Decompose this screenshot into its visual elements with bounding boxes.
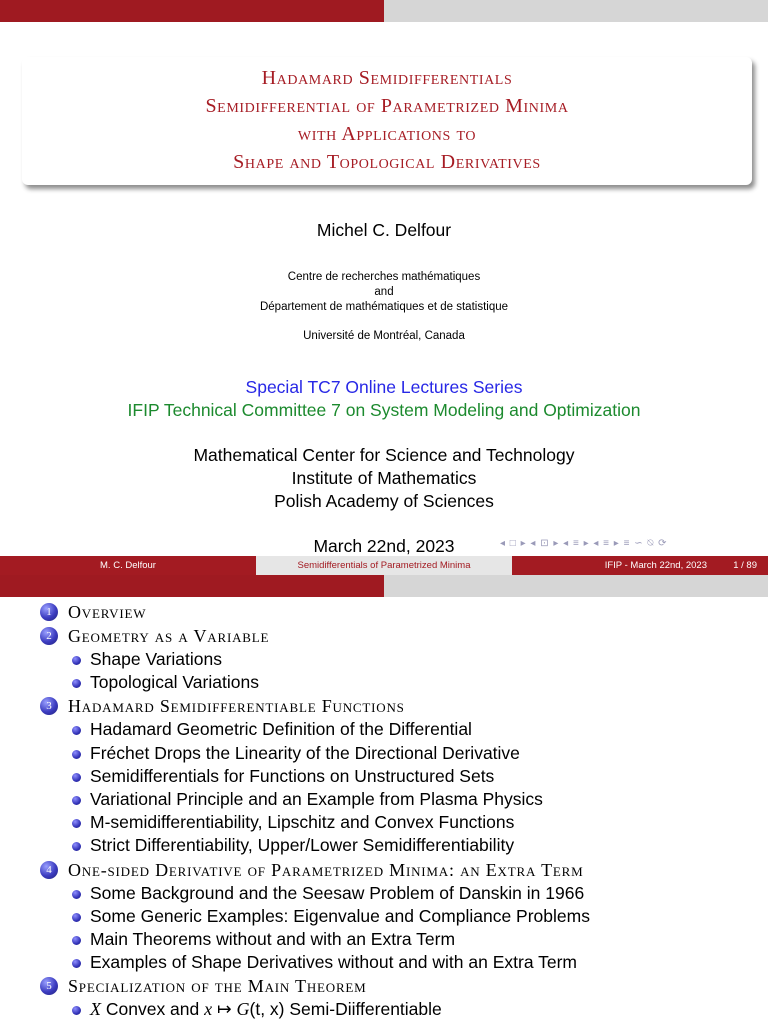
toc-subsection[interactable] xyxy=(40,765,768,788)
series-block xyxy=(0,376,768,422)
title-line-1: Hadamard Semidifferentials xyxy=(261,67,513,89)
section-number-badge: 4 xyxy=(40,861,58,879)
toc-subsection[interactable] xyxy=(40,648,768,671)
toc-subsection[interactable] xyxy=(40,671,768,694)
section-title: One-sided Derivative of Parametrized Minima: an Extra Term xyxy=(68,859,584,880)
section-title: Hadamard Semidifferentiable Functions xyxy=(68,696,405,717)
bullet-icon xyxy=(72,913,81,922)
footer-author: M. C. Delfour xyxy=(0,556,256,575)
subsection-title: Some Generic Examples: Eigenvalue and Compliance Problems xyxy=(90,905,590,926)
footer-event: IFIP - March 22nd, 2023 xyxy=(604,560,707,571)
header-bar-right xyxy=(384,0,768,22)
toc-section[interactable] xyxy=(40,600,768,624)
text-part-a: Convex and xyxy=(101,999,205,1020)
institution-line-4: Université de Montréal, Canada xyxy=(303,330,465,342)
venue-block xyxy=(0,444,768,513)
toc-subsection[interactable] xyxy=(40,742,768,765)
second-header-right xyxy=(384,575,768,597)
title-line-2: Semidifferential of Parametrized Minima xyxy=(205,95,569,117)
venue-line-3: Polish Academy of Sciences xyxy=(274,491,494,511)
bullet-icon xyxy=(72,656,81,665)
subsection-title: Some Background and the Seesaw Problem of Danskin in 1966 xyxy=(90,882,585,903)
subsection-title: Main Theorems without and with an Extra Term xyxy=(90,928,456,949)
title-line-4: Shape and Topological Derivatives xyxy=(233,151,541,173)
maps-to-arrow: ↦ xyxy=(212,999,237,1020)
venue-line-1: Mathematical Center for Science and Technology xyxy=(193,445,575,465)
toc-subsection[interactable] xyxy=(40,951,768,974)
committee-name: IFIP Technical Committee 7 on System Modeling and Optimization xyxy=(127,400,641,420)
bullet-icon xyxy=(72,890,81,899)
footer-right xyxy=(512,556,768,575)
toc-subsection[interactable] xyxy=(40,905,768,928)
header-bar xyxy=(0,0,768,22)
subsection-title: Shape Variations xyxy=(90,649,222,669)
institution-line-3: Département de mathématiques et de statistique xyxy=(259,301,509,313)
institution-line-2: and xyxy=(374,286,394,298)
bullet-icon xyxy=(72,750,81,759)
bullet-icon xyxy=(72,679,81,688)
math-fn-g: G xyxy=(236,999,250,1020)
header-bar-left xyxy=(0,0,384,22)
bullet-icon xyxy=(72,796,81,805)
institution-line-1: Centre de recherches mathématiques xyxy=(287,271,481,283)
bullet-icon xyxy=(72,842,81,851)
footer-short-title: Semidifferentials of Parametrized Minima xyxy=(256,556,512,575)
section-title: Specialization of the Main Theorem xyxy=(68,976,367,997)
subsection-title xyxy=(90,998,442,1021)
toc-section[interactable] xyxy=(40,974,768,998)
subsection-title: Semidifferentials for Functions on Unstructured Sets xyxy=(90,765,495,786)
bullet-icon xyxy=(72,959,81,968)
toc-subsection[interactable] xyxy=(40,788,768,811)
subsection-title: Topological Variations xyxy=(90,672,259,693)
series-name: Special TC7 Online Lectures Series xyxy=(245,377,523,397)
title-text xyxy=(22,64,752,176)
toc-section[interactable] xyxy=(40,624,768,648)
second-slide-header-bar xyxy=(0,575,768,597)
bullet-icon xyxy=(72,1006,81,1015)
venue-line-2: Institute of Mathematics xyxy=(291,468,477,488)
section-number-badge: 2 xyxy=(40,627,58,645)
table-of-contents xyxy=(40,600,768,1021)
math-args: (t, x) xyxy=(249,999,285,1020)
toc-subsection[interactable] xyxy=(40,998,768,1021)
bullet-icon xyxy=(72,773,81,782)
footer-bar xyxy=(0,556,768,575)
section-number-badge: 5 xyxy=(40,977,58,995)
presentation-date: March 22nd, 2023 xyxy=(313,536,455,556)
footer-page-number: 1 / 89 xyxy=(733,560,757,571)
bullet-icon xyxy=(72,819,81,828)
text-part-b: Semi-Diifferentiable xyxy=(284,999,442,1020)
math-var-x-lower: x xyxy=(204,999,213,1020)
subsection-title: Examples of Shape Derivatives without and with an Extra Term xyxy=(90,952,577,973)
toc-subsection[interactable] xyxy=(40,718,768,741)
toc-subsection[interactable] xyxy=(40,811,768,834)
subsection-title: M-semidifferentiability, Lipschitz and Convex Functions xyxy=(90,812,515,833)
toc-subsection[interactable] xyxy=(40,834,768,857)
toc-subsection[interactable] xyxy=(40,882,768,905)
subsection-title: Fréchet Drops the Linearity of the Directional Derivative xyxy=(90,742,520,763)
section-title: Geometry as a Variable xyxy=(68,626,270,646)
toc-subsection[interactable] xyxy=(40,928,768,951)
subsection-title: Strict Differentiability, Upper/Lower Semidifferentiability xyxy=(90,835,515,856)
subsection-title: Variational Principle and an Example from Plasma Physics xyxy=(90,788,543,809)
section-title: Overview xyxy=(68,602,147,622)
bullet-icon xyxy=(72,936,81,945)
beamer-navigation-icons[interactable]: ◂ □ ▸ ◂ ⊡ ▸ ◂ ≡ ▸ ◂ ≡ ▸ ≡ ∽ ⍉ ⟳ xyxy=(500,538,668,549)
second-header-left xyxy=(0,575,384,597)
math-var-x: X xyxy=(90,999,101,1020)
bullet-icon xyxy=(72,726,81,735)
subsection-title: Hadamard Geometric Definition of the Differential xyxy=(90,719,472,740)
institution-block xyxy=(0,270,768,344)
section-number-badge: 1 xyxy=(40,603,58,621)
author-name: Michel C. Delfour xyxy=(316,220,452,240)
toc-section[interactable] xyxy=(40,694,768,718)
title-line-3: with Applications to xyxy=(297,123,477,145)
toc-section[interactable] xyxy=(40,858,768,882)
section-number-badge: 3 xyxy=(40,697,58,715)
